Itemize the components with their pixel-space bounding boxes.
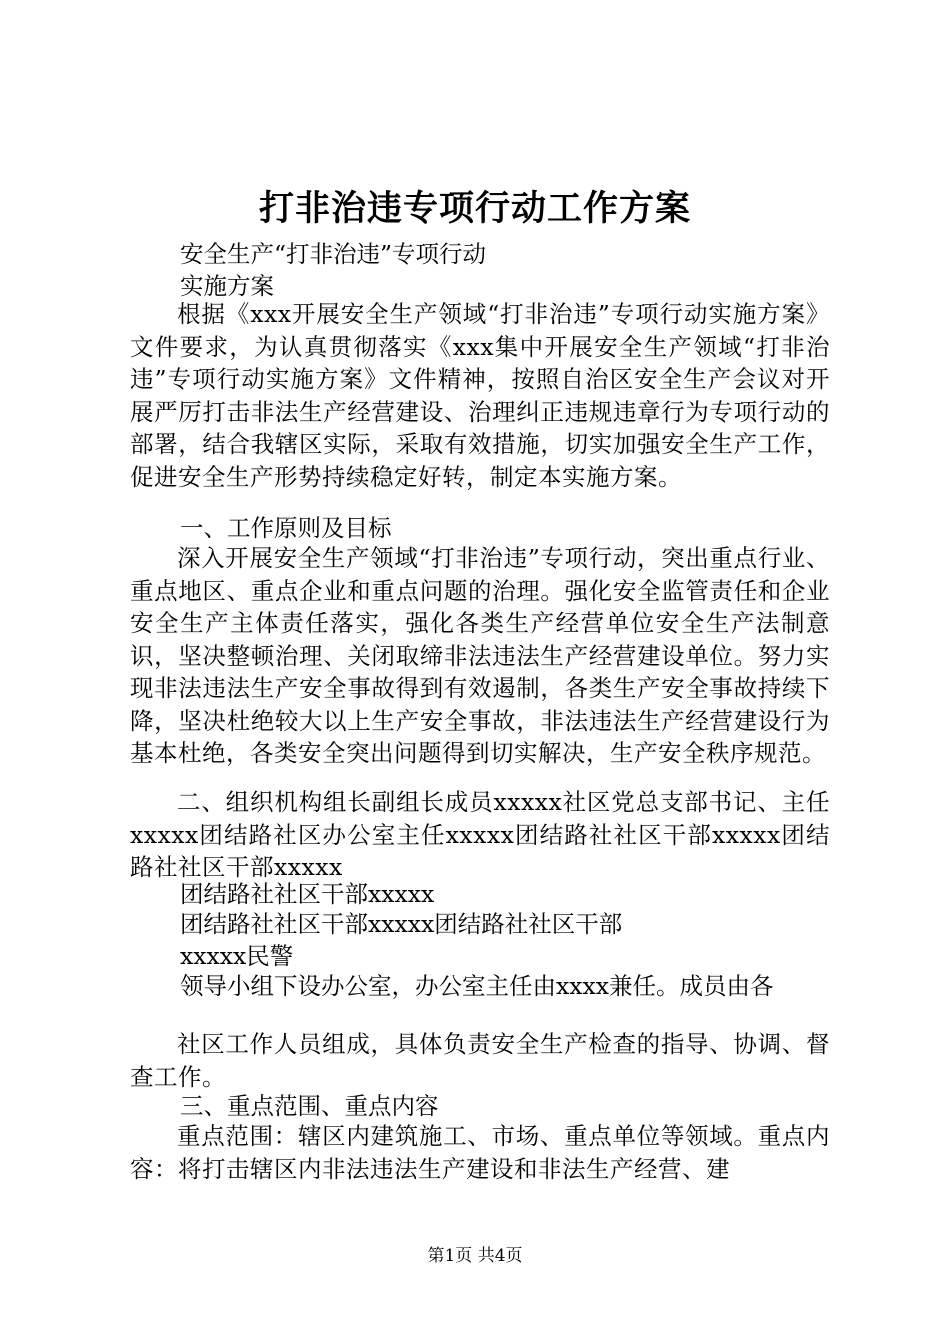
intro-paragraph: 根据《xxx开展安全生产领域“打非治违”专项行动实施方案》文件要求，为认真贯彻落实《xxx集中开展安全生产领域“打非治违”专项行动实施方案》文件精神，按照自治区安全生产会议对开展严厉打击非法生产经营建设、治理纠正违规违章行为专项行动的部署，结合我辖区实际，采取有效措施，切实加强安全生产工作，促进安全生产形势持续稳定好转，制定本实施方案。	[130, 300, 830, 491]
office-line-2: 社区工作人员组成，具体负责安全生产检查的指导、协调、督查工作。	[130, 1030, 830, 1091]
section-2-line-2: 团结路社社区干部xxxxx	[180, 880, 435, 908]
section-3-paragraph: 重点范围：辖区内建筑施工、市场、重点单位等领域。重点内容：将打击辖区内非法违法生产建设和非法生产经营、建	[130, 1122, 830, 1183]
section-3-heading: 三、重点范围、重点内容	[180, 1092, 439, 1120]
subtitle-line-1: 安全生产“打非治违”专项行动	[180, 240, 487, 268]
office-line-1: 领导小组下设办公室，办公室主任由xxxx兼任。成员由各	[180, 972, 774, 1000]
document-title: 打非治违专项行动工作方案	[258, 188, 691, 229]
section-2-paragraph: 二、组织机构组长副组长成员xxxxx社区党总支部书记、主任xxxxx团结路社区办公室主任xxxxx团结路社社区干部xxxxx团结路社社区干部xxxxx	[130, 788, 830, 881]
subtitle-line-2: 实施方案	[180, 272, 274, 300]
section-2-line-3: 团结路社社区干部xxxxx团结路社社区干部	[180, 910, 623, 938]
section-2-line-4: xxxxx民警	[180, 942, 294, 970]
page-footer: 第1页 共4页	[427, 1246, 523, 1266]
section-1-heading: 一、工作原则及目标	[180, 514, 392, 542]
section-1-paragraph: 深入开展安全生产领域“打非治违”专项行动，突出重点行业、重点地区、重点企业和重点问题的治理。强化安全监管责任和企业安全生产主体责任落实，强化各类生产经营单位安全生产法制意识，坚决整顿治理、关闭取缔非法违法生产经营建设单位。努力实现非法违法生产安全事故得到有效遏制，各类生产安全事故持续下降，坚决杜绝较大以上生产安全事故，非法违法生产经营建设行为基本杜绝，各类安全突出问题得到切实解决，生产安全秩序规范。	[130, 544, 830, 767]
